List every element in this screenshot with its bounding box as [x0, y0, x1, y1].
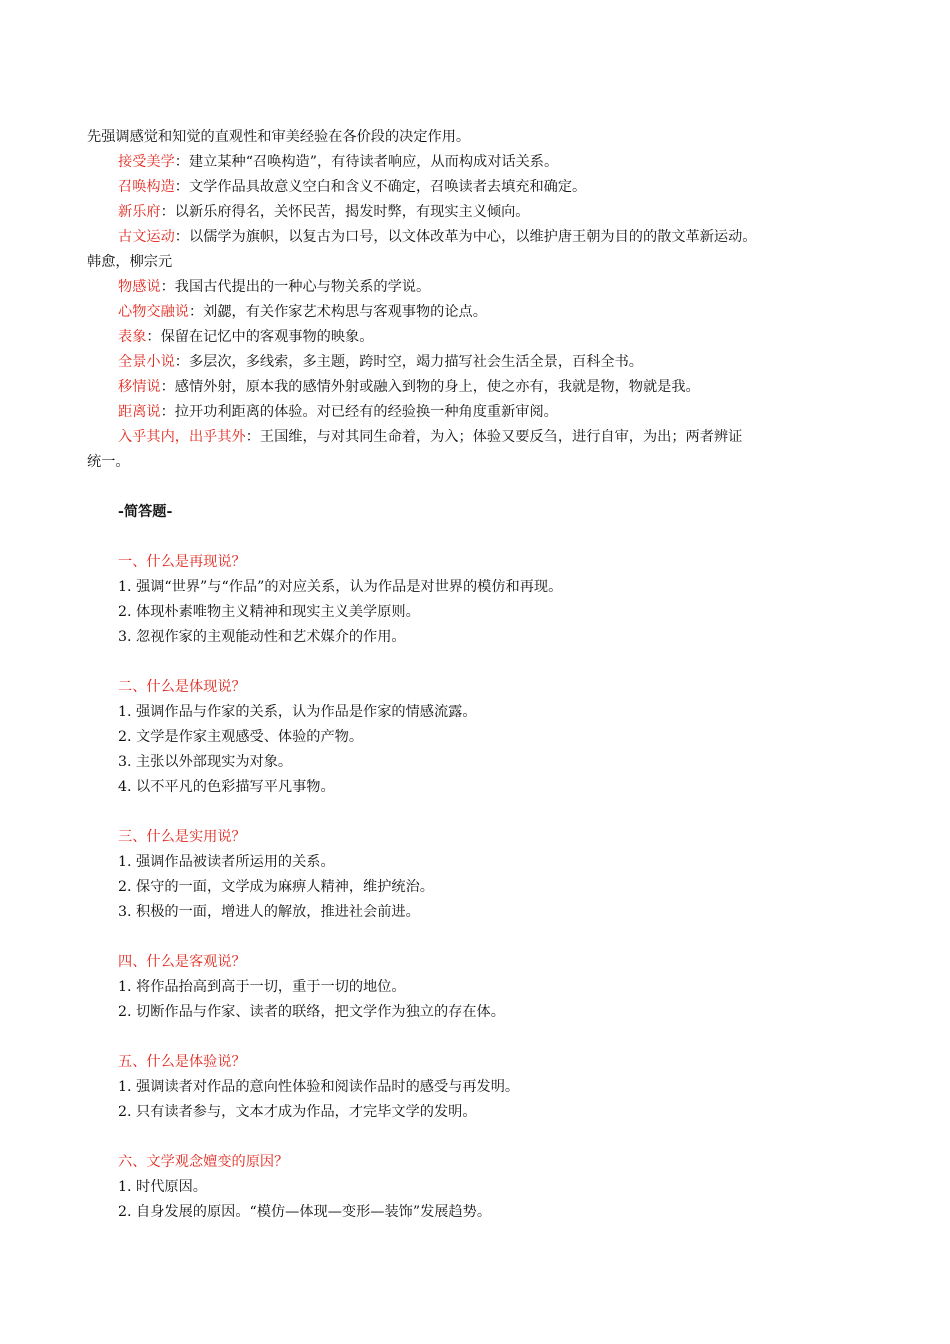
term-definition: ：王国维，与对其同生命着，为入；体验又要反刍，进行自审，为出；两者辨证 — [245, 429, 743, 445]
term-definition: ：文学作品具故意义空白和含义不确定，召唤读者去填充和确定。 — [174, 179, 587, 195]
term-definition: ：我国古代提出的一种心与物关系的学说。 — [160, 279, 431, 295]
term-entry — [87, 300, 867, 325]
term-definition: ：保留在记忆中的客观事物的映象。 — [146, 329, 374, 345]
document-page — [87, 125, 867, 1225]
answer-item: 1. 时代原因。 — [118, 1179, 207, 1195]
answer-item: 2. 保守的一面，文学成为麻痹人精神，维护统治。 — [118, 879, 434, 895]
answer-item: 1. 强调读者对作品的意向性体验和阅读作品时的感受与再发明。 — [118, 1079, 520, 1095]
term-entry — [87, 400, 867, 425]
intro-line: 先强调感觉和知觉的直观性和审美经验在各价段的决定作用。 — [87, 129, 471, 145]
term-entry — [87, 350, 867, 375]
spacer — [87, 925, 867, 950]
answer-item: 1. 强调作品被读者所运用的关系。 — [118, 854, 335, 870]
spacer — [87, 525, 867, 550]
term-definition: ：建立某种“召唤构造”，有待读者响应，从而构成对话关系。 — [174, 154, 559, 170]
term-label: 召唤构造 — [118, 179, 175, 195]
section-heading: -简答题- — [118, 504, 173, 520]
answer-item: 1. 强调“世界”与“作品”的对应关系，认为作品是对世界的模仿和再现。 — [118, 579, 563, 595]
question-title: 一、什么是再现说？ — [118, 554, 246, 570]
answer-item: 3. 积极的一面，增进人的解放，推进社会前进。 — [118, 904, 420, 920]
term-label: 表象 — [118, 329, 147, 345]
term-entry — [87, 200, 867, 225]
answer-item: 2. 只有读者参与，文本才成为作品，才完毕文学的发明。 — [118, 1104, 477, 1120]
spacer — [87, 1025, 867, 1050]
term-label: 新乐府 — [118, 204, 161, 220]
term-label: 古文运动 — [118, 229, 175, 245]
term-label: 物感说 — [118, 279, 161, 295]
spacer — [87, 800, 867, 825]
spacer — [87, 475, 867, 500]
question-title: 五、什么是体验说？ — [118, 1054, 246, 1070]
answer-item: 2. 自身发展的原因。“模仿—体现—变形—装饰”发展趋势。 — [118, 1204, 492, 1220]
term-definition: ：刘勰，有关作家艺术构思与客观事物的论点。 — [188, 304, 487, 320]
term-definition: ：多层次，多线索，多主题，跨时空，竭力描写社会生活全景，百科全书。 — [174, 354, 643, 370]
spacer — [87, 1125, 867, 1150]
question-title: 三、什么是实用说？ — [118, 829, 246, 845]
term-definition: ：以儒学为旗帜，以复古为口号，以文体改革为中心，以维护唐王朝为目的的散文革新运动。 — [174, 229, 757, 245]
answer-item: 1. 强调作品与作家的关系，认为作品是作家的情感流露。 — [118, 704, 477, 720]
term-label: 入乎其内，出乎其外 — [118, 429, 246, 445]
term-entry — [87, 225, 867, 250]
term-definition: ：以新乐府得名，关怀民苦，揭发时弊，有现实主义倾向。 — [160, 204, 530, 220]
answer-item: 3. 忽视作家的主观能动性和艺术媒介的作用。 — [118, 629, 406, 645]
term-label: 全景小说 — [118, 354, 175, 370]
answer-item: 2. 切断作品与作家、读者的联络，把文学作为独立的存在体。 — [118, 1004, 505, 1020]
term-definition: ：感情外射，原本我的感情外射或融入到物的身上，使之亦有，我就是物，物就是我。 — [160, 379, 700, 395]
answer-item: 2. 文学是作家主观感受、体验的产物。 — [118, 729, 364, 745]
term-entry — [87, 425, 867, 450]
answer-item: 4. 以不平凡的色彩描写平凡事物。 — [118, 779, 335, 795]
question-title: 二、什么是体现说？ — [118, 679, 246, 695]
term-label: 心物交融说 — [118, 304, 189, 320]
term-entry — [87, 175, 867, 200]
term-label: 距离说 — [118, 404, 161, 420]
term-entry — [87, 150, 867, 175]
term-continuation: 统一。 — [87, 454, 130, 470]
term-label: 接受美学 — [118, 154, 175, 170]
term-entry — [87, 325, 867, 350]
question-title: 六、文学观念嬗变的原因？ — [118, 1154, 289, 1170]
term-label: 移情说 — [118, 379, 161, 395]
term-entry — [87, 275, 867, 300]
term-definition: ：拉开功利距离的体验。对已经有的经验换一种角度重新审阅。 — [160, 404, 558, 420]
answer-item: 1. 将作品抬高到高于一切，重于一切的地位。 — [118, 979, 406, 995]
answer-item: 3. 主张以外部现实为对象。 — [118, 754, 293, 770]
term-continuation: 韩愈，柳宗元 — [87, 254, 173, 270]
spacer — [87, 650, 867, 675]
term-entry — [87, 375, 867, 400]
answer-item: 2. 体现朴素唯物主义精神和现实主义美学原则。 — [118, 604, 420, 620]
question-title: 四、什么是客观说？ — [118, 954, 246, 970]
